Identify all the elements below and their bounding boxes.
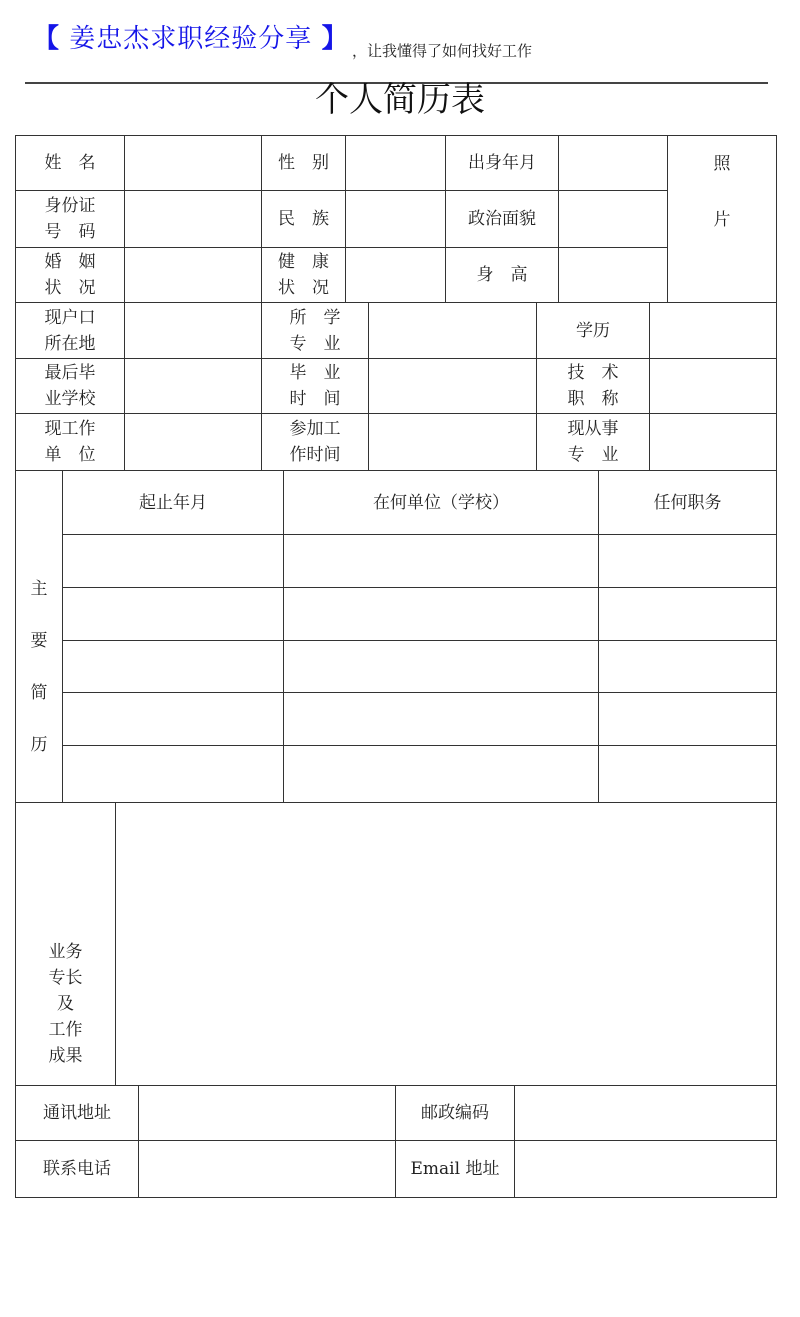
name-field[interactable]	[124, 135, 262, 191]
email-field[interactable]	[514, 1140, 777, 1198]
history-row-2-position[interactable]	[598, 587, 777, 641]
id-number-field[interactable]	[124, 190, 262, 248]
phone-field[interactable]	[138, 1140, 396, 1198]
label-political: 政治面貌	[445, 190, 559, 248]
history-row-5-period[interactable]	[62, 745, 284, 803]
political-field[interactable]	[558, 190, 668, 248]
photo-label-bottom: 片	[713, 210, 731, 230]
history-row-4-position[interactable]	[598, 692, 777, 746]
title-rank-field[interactable]	[649, 358, 777, 414]
label-current-field: 现从事 专 业	[536, 413, 650, 471]
label-employer: 现工作 单 位	[15, 413, 125, 471]
history-row-4-organization[interactable]	[283, 692, 599, 746]
photo-box[interactable]	[667, 135, 777, 303]
skills-label: 业务 专长 及 工作 成果	[15, 802, 116, 1086]
history-col-period: 起止年月	[62, 470, 284, 535]
history-row-4-period[interactable]	[62, 692, 284, 746]
label-education: 学历	[536, 302, 650, 359]
grad-time-field[interactable]	[368, 358, 537, 414]
school-field[interactable]	[124, 358, 262, 414]
history-col-position: 任何职务	[598, 470, 777, 535]
label-title-rank: 技 术 职 称	[536, 358, 650, 414]
banner-close-bracket: 】	[321, 24, 349, 54]
label-address: 通讯地址	[15, 1085, 139, 1141]
label-gender: 性 别	[261, 135, 346, 191]
label-height: 身 高	[445, 247, 559, 303]
gender-field[interactable]	[345, 135, 446, 191]
history-row-1-period[interactable]	[62, 534, 284, 588]
major-field[interactable]	[368, 302, 537, 359]
history-row-2-period[interactable]	[62, 587, 284, 641]
history-side-label: 主 要 简 历	[15, 470, 63, 803]
address-field[interactable]	[138, 1085, 396, 1141]
history-row-1-position[interactable]	[598, 534, 777, 588]
label-birth: 出身年月	[445, 135, 559, 191]
label-phone: 联系电话	[15, 1140, 139, 1198]
banner-open-bracket: 【	[33, 24, 61, 54]
health-field[interactable]	[345, 247, 446, 303]
history-row-5-organization[interactable]	[283, 745, 599, 803]
page-title: 个人简历表	[315, 80, 485, 120]
banner-text: 姜忠杰求职经验分享	[69, 24, 313, 54]
history-row-3-position[interactable]	[598, 640, 777, 693]
label-grad-time: 毕 业 时 间	[261, 358, 369, 414]
work-start-field[interactable]	[368, 413, 537, 471]
label-marital: 婚 姻 状 况	[15, 247, 125, 303]
label-hukou: 现户口 所在地	[15, 302, 125, 359]
label-major: 所 学 专 业	[261, 302, 369, 359]
hukou-field[interactable]	[124, 302, 262, 359]
height-field[interactable]	[558, 247, 668, 303]
label-ethnicity: 民 族	[261, 190, 346, 248]
label-postcode: 邮政编码	[395, 1085, 515, 1141]
history-col-organization: 在何单位（学校）	[283, 470, 599, 535]
current-field-field[interactable]	[649, 413, 777, 471]
label-email: Email 地址	[395, 1140, 515, 1198]
label-id-number: 身份证 号 码	[15, 190, 125, 248]
history-row-2-organization[interactable]	[283, 587, 599, 641]
photo-label-top: 照	[713, 154, 731, 174]
label-work-start: 参加工 作时间	[261, 413, 369, 471]
banner[interactable]	[33, 18, 349, 55]
label-health: 健 康 状 况	[261, 247, 346, 303]
skills-field[interactable]	[115, 802, 777, 1086]
label-name: 姓 名	[15, 135, 125, 191]
history-row-3-period[interactable]	[62, 640, 284, 693]
birth-field[interactable]	[558, 135, 668, 191]
marital-field[interactable]	[124, 247, 262, 303]
history-row-1-organization[interactable]	[283, 534, 599, 588]
ethnicity-field[interactable]	[345, 190, 446, 248]
history-row-5-position[interactable]	[598, 745, 777, 803]
employer-field[interactable]	[124, 413, 262, 471]
postcode-field[interactable]	[514, 1085, 777, 1141]
tagline: ，让我懂得了如何找好工作	[352, 42, 533, 60]
label-school: 最后毕 业学校	[15, 358, 125, 414]
history-row-3-organization[interactable]	[283, 640, 599, 693]
education-field[interactable]	[649, 302, 777, 359]
